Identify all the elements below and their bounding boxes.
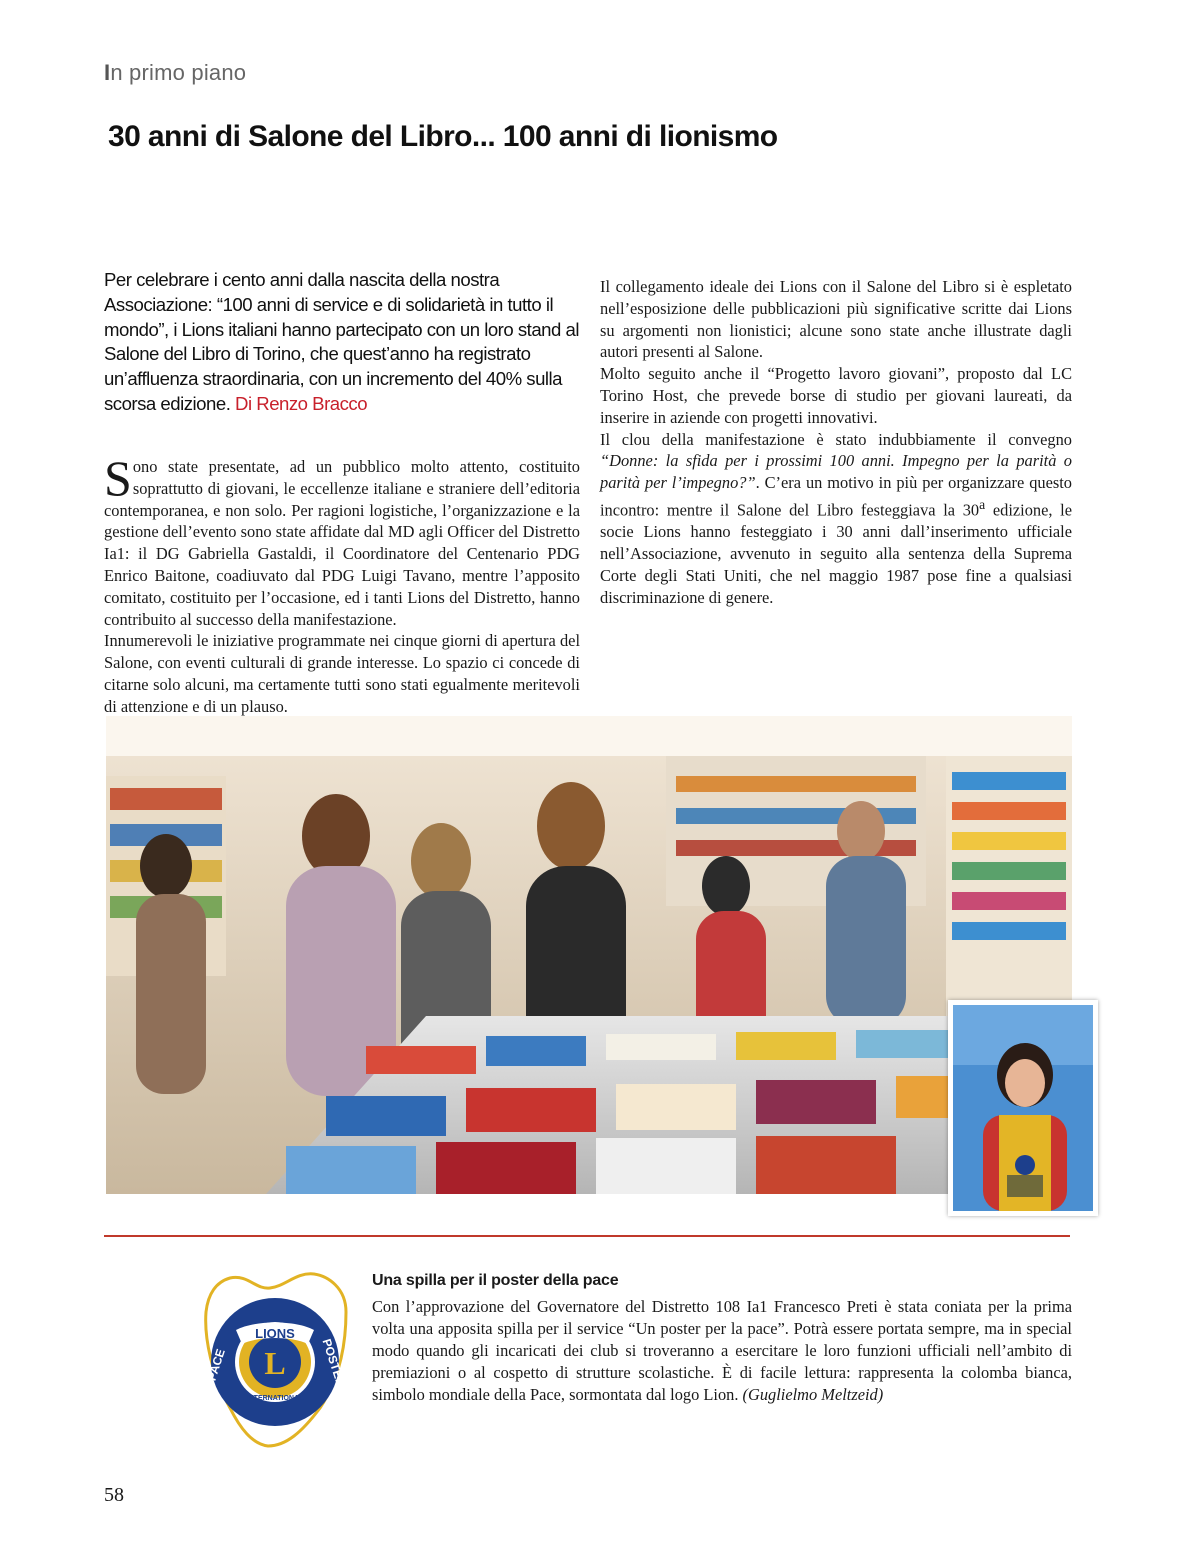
p5-start: Il clou della manifestazione è stato indubbiamente il convegno — [600, 429, 1072, 449]
section-label-initial: I — [104, 60, 111, 85]
book-fair-photo — [106, 716, 1072, 1194]
emblem-right-text: POSTER — [319, 1337, 349, 1389]
article-title: 30 anni di Salone del Libro... 100 anni di lionismo — [108, 120, 778, 153]
body-paragraph-4: Molto seguito anche il “Progetto lavoro giovani”, proposto dal LC Torino Host, che prevede borse di studio per giovani laureati, da inserire in aziende con progetti innovativi. — [600, 364, 1072, 427]
body-paragraph-2: Innumerevoli le iniziative programmate nei cinque giorni di apertura del Salone, con eventi culturali di grande interesse. Lo spazio ci concede di citarne solo alcuni, ma certamente tutti sono stati egualmente meritevoli di attenzione e di un plauso. — [104, 631, 580, 716]
box-credit: (Guglielmo Meltzeid) — [742, 1385, 884, 1404]
section-label-rest: n primo piano — [110, 60, 247, 85]
box-title: Una spilla per il poster della pace — [372, 1272, 619, 1289]
section-divider — [104, 1235, 1070, 1237]
convegno-title: “Donne: la sfida per i prossimi 100 anni. Impegno per la parità o parità per l’impegno?” — [600, 451, 1072, 493]
box-body — [372, 1296, 1072, 1406]
lead-text: Per celebrare i cento anni dalla nascita della nostra Associazione: “100 anni di service e di solidarietà in tutto il mondo”, i Lions italiani hanno partecipato con un loro stand al Salone del Libro di Torino, che quest’anno ha registrato un’affluenza straordinaria, con un incremento del 40% sulla scorsa edizione. — [104, 269, 579, 414]
emblem-band-text: LIONS — [255, 1326, 295, 1341]
body-column-right — [600, 276, 1072, 608]
lead-paragraph — [104, 268, 584, 417]
lions-pace-poster-logo — [196, 1268, 354, 1448]
emblem-left-text: PACE — [204, 1347, 228, 1383]
author-byline: Di Renzo Bracco — [235, 392, 368, 414]
body-paragraph-5 — [600, 429, 1072, 609]
ordinal-sup: a — [979, 496, 986, 512]
inset-portrait-illustration — [953, 1005, 1093, 1211]
p5-mid: . C’era un motivo in più per organizzare questo incontro: mentre il Salone del Libro festeggiava la 30 — [600, 473, 1072, 520]
drop-cap: S — [104, 450, 132, 506]
section-label — [104, 60, 246, 86]
body-paragraph-1-text: ono state presentate, ad un pubblico molto attento, costituito soprattutto di giovani, le eccellenze italiane e straniere dell’editoria contemporanea, e non solo. Per ragioni logistiche, l’organizzazione e la gestione dell’evento sono state affidate dal MD agli Officer del Distretto Ia1: il DG Gabriella Gastaldi, il Coordinatore del Centenario PDG Enrico Baitone, coadiuvato dal PDG Luigi Tavano, mentre l’apposito comitato, costituito per l’occasione, ed i tanti Lions del Distretto, hanno contribuito al successo della manifestazione. — [104, 457, 580, 629]
book-fair-illustration — [106, 716, 1072, 1194]
emblem-center-letter: L — [264, 1345, 286, 1381]
p5-end: edizione, le socie Lions hanno festeggiato i 30 anni dall’inserimento ufficiale nell’Associazione, avvenuto in seguito alla sentenza della Suprema Corte degli Stati Uniti, che nel maggio 1987 pose fine a qualsiasi discriminazione di genere. — [600, 500, 1072, 607]
body-paragraph-1 — [104, 450, 580, 630]
body-paragraph-3: Il collegamento ideale dei Lions con il Salone del Libro si è espletato nell’esposizione delle pubblicazioni più significative scritte dai Lions su argomenti non lionistici; alcune sono state anche illustrate dagli autori presenti al Salone. — [600, 277, 1072, 362]
box-body-text: Con l’approvazione del Governatore del Distretto 108 Ia1 Francesco Preti è stata coniata per la prima volta una apposita spilla per il service “Un poster per la pace”. Potrà essere portata sempre, ma in special modo quando gli incaricati dei club si troveranno a esercitare le loro funzioni ufficiali nell’ambito di premiazioni o al cospetto di strutture scolastiche. È di facile lettura: rappresenta la colomba bianca, simbolo mondiale della Pace, sormontata dal logo Lion. — [372, 1297, 1072, 1404]
emblem-ring-text: INTERNATIONAL — [246, 1395, 304, 1402]
body-column-left — [104, 450, 580, 718]
inset-portrait-photo — [948, 1000, 1098, 1216]
page-number: 58 — [104, 1484, 124, 1506]
peace-poster-pin-emblem — [196, 1268, 354, 1448]
